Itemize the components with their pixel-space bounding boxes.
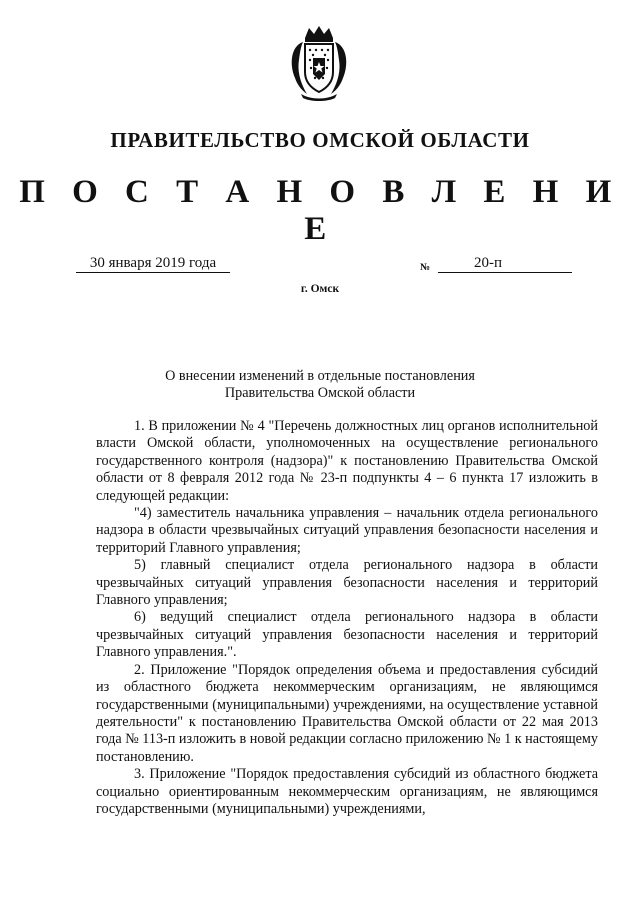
title-line-2: Правительства Омской области (224, 385, 416, 401)
organization-name: ПРАВИТЕЛЬСТВО ОМСКОЙ ОБЛАСТИ (110, 128, 530, 152)
body-paragraph: 5) главный специалист отдела регионального надзора в области чрезвычайных ситуаций управления безопасности населения и территорий Главного управления; (96, 557, 598, 609)
document-number: 20-п (474, 255, 503, 271)
number-sign: № (420, 262, 431, 273)
title-line-1: О внесении изменений в отдельные постановления (165, 368, 475, 384)
body-paragraph: 3. Приложение "Порядок предоставления субсидий из областного бюджета социально ориентированным некоммерческим организациям, не являющимся государственными (муниципальными) учреждениями, (96, 766, 598, 817)
omsk-coat-of-arms-icon (287, 24, 351, 102)
document-title (96, 368, 544, 402)
body-paragraph: 6) ведущий специалист отдела регионального надзора в области чрезвычайных ситуаций управления безопасности населения и территорий Главного управления.". (96, 609, 598, 661)
body-paragraph: 1. В приложении № 4 "Перечень должностных лиц органов исполнительной власти Омской области, уполномоченных на осуществление регионального государственного контроля (надзора)" к постановлению Правительства Омской области от 8 февраля 2012 года № 23-п подпункты 4 – 6 пункта 17 изложить в следующей редакции: (96, 418, 598, 504)
document-body (96, 418, 598, 818)
city: г. Омск (300, 283, 340, 295)
body-paragraph: 2. Приложение "Порядок определения объема и предоставления субсидий из областного бюджета некоммерческим организациям, не являющимся государственными (муниципальными) учреждениями, на осуществление уставной деятельности" к постановлению Правительства Омской области от 22 мая 2013 года № 113-п изложить в новой редакции согласно приложению № 1 к настоящему постановлению. (96, 661, 598, 765)
body-paragraph: "4) заместитель начальника управления – начальник отдела регионального надзора в области чрезвычайных ситуаций управления безопасности населения и территорий Главного управления; (96, 505, 598, 556)
document-date: 30 января 2019 года (76, 254, 230, 273)
document-number-field (438, 254, 572, 273)
document-type: П О С Т А Н О В Л Е Н И Е (19, 174, 621, 247)
